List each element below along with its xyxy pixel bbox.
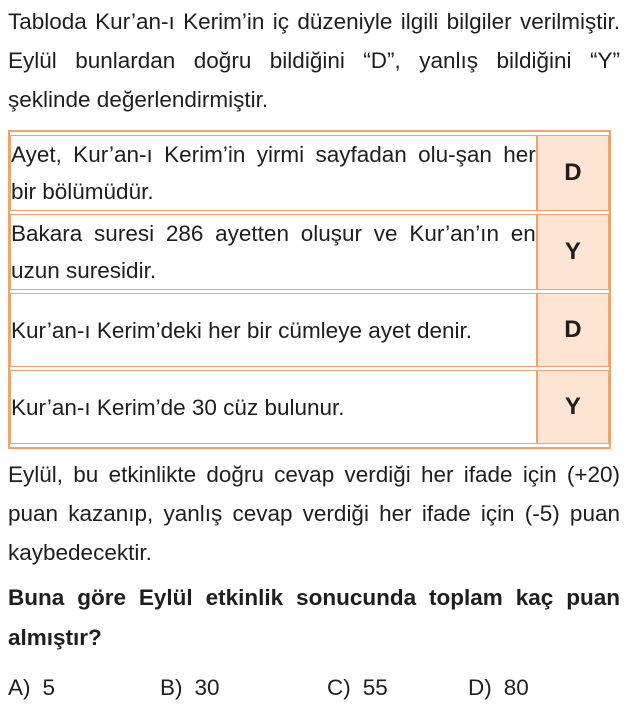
question-text: Buna göre Eylül etkinlik sonucunda toplam kaç puan almıştır?	[8, 585, 620, 650]
option-letter: C)	[327, 675, 351, 700]
answer-cell: Y	[537, 214, 609, 290]
statement-cell: Kur’an-ı Kerim’deki her bir cümleye ayet denir.	[10, 293, 537, 367]
option-letter: D)	[468, 675, 492, 700]
option-c[interactable]	[327, 672, 388, 704]
statement-cell: Ayet, Kur’an-ı Kerim’in yirmi sayfadan olu-şan her bir bölümüdür.	[10, 135, 537, 211]
option-value: 30	[194, 675, 220, 700]
answer-options	[0, 672, 632, 704]
option-a[interactable]	[8, 672, 55, 704]
scoring-rule-text: Eylül, bu etkinlikte doğru cevap verdiği her ifade için (+20) puan kazanıp, yanlış cevap verdiği her ifade için (-5) puan kaybedecektir.	[8, 462, 620, 565]
answer-cell: D	[537, 135, 609, 211]
table-row	[10, 214, 609, 290]
table-row	[10, 370, 609, 444]
option-value: 55	[362, 675, 388, 700]
answer-cell: Y	[537, 370, 609, 444]
option-letter: A)	[8, 675, 31, 700]
option-letter: B)	[160, 675, 183, 700]
option-b[interactable]	[160, 672, 220, 704]
option-d[interactable]	[468, 672, 529, 704]
option-value: 80	[503, 675, 529, 700]
table-row	[10, 135, 609, 211]
statement-cell: Kur’an-ı Kerim’de 30 cüz bulunur.	[10, 370, 537, 444]
intro-text: Tabloda Kur’an-ı Kerim’in iç düzeniyle ilgili bilgiler verilmiştir. Eylül bunlardan doğru bildiğini “D”, yanlış bildiğini “Y” şeklinde değerlendirmiştir.	[8, 9, 620, 112]
statement-cell: Bakara suresi 286 ayetten oluşur ve Kur’an’ın en uzun suresidir.	[10, 214, 537, 290]
answer-cell: D	[537, 293, 609, 367]
statements-table	[8, 130, 611, 449]
table-row	[10, 293, 609, 367]
option-value: 5	[42, 675, 56, 700]
